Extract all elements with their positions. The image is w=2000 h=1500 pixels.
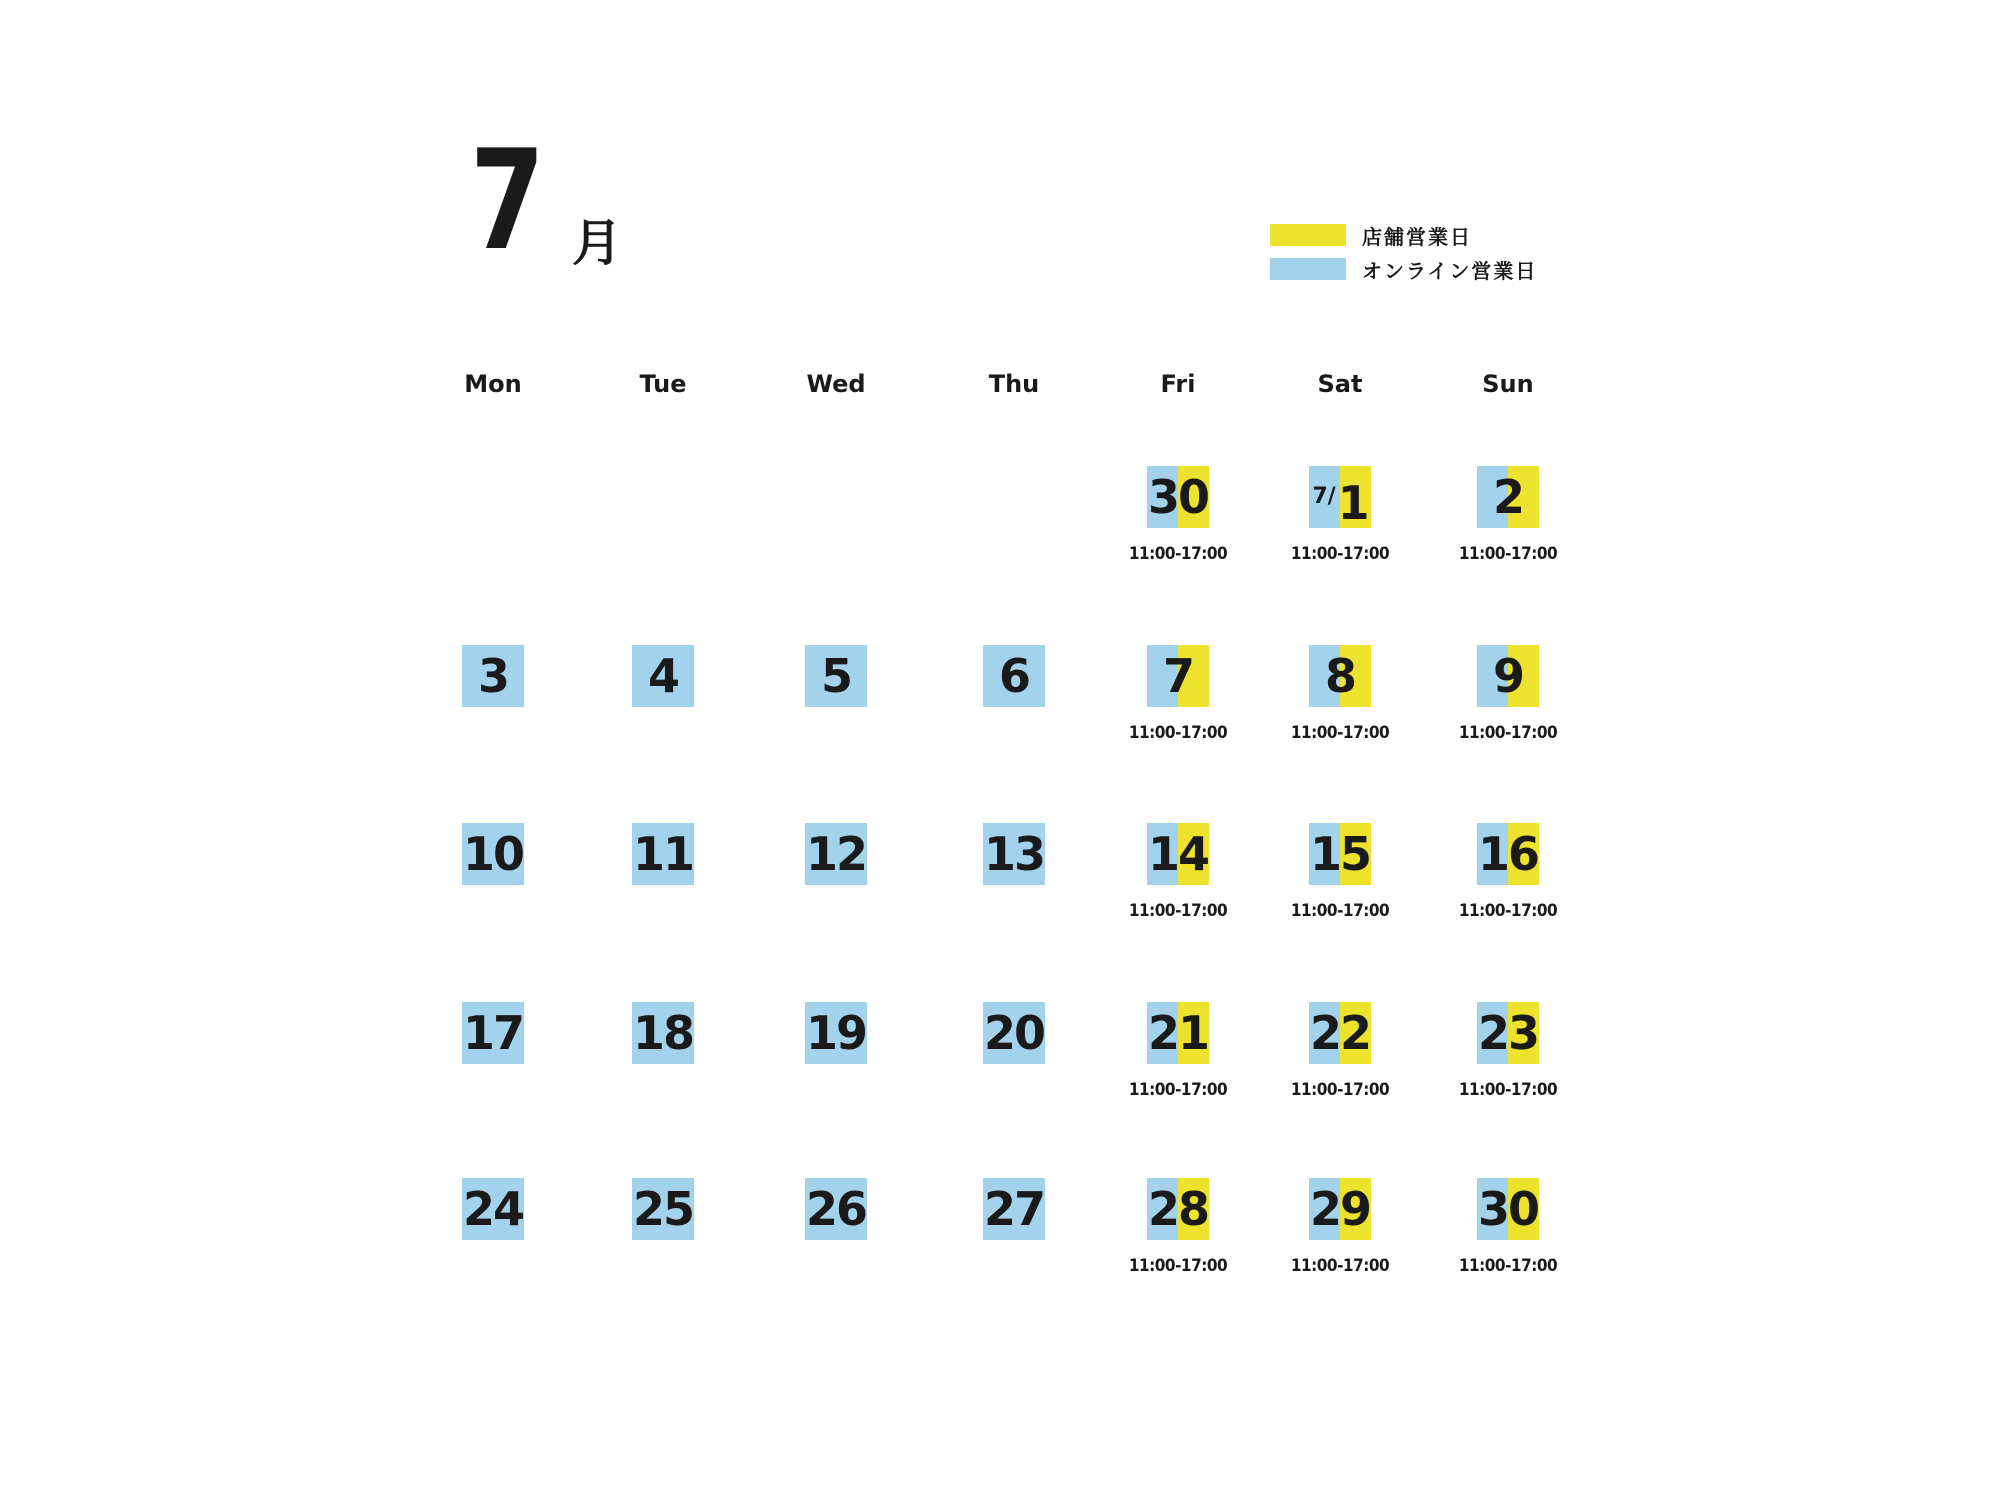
day-number: [442, 823, 544, 885]
business-hours: 11:00-17:00: [1290, 723, 1390, 743]
day-marker: [1477, 466, 1539, 528]
calendar-title: [470, 120, 622, 281]
day-number-text: 5: [820, 649, 851, 703]
day-marker: [462, 1002, 524, 1064]
business-hours: 11:00-17:00: [1458, 1256, 1558, 1276]
day-number-text: 26: [805, 1182, 866, 1236]
day-number: [963, 1178, 1065, 1240]
day-number: [1127, 1002, 1229, 1064]
day-number: [1457, 645, 1559, 707]
day-marker: [983, 823, 1045, 885]
day-number: [442, 1178, 544, 1240]
month-prefix: 7/: [1312, 484, 1336, 509]
day-marker: [805, 645, 867, 707]
day-marker: [1309, 823, 1371, 885]
day-number: [612, 823, 714, 885]
day-number: [785, 645, 887, 707]
day-number-text: 16: [1477, 827, 1538, 881]
day-number: [1457, 466, 1559, 528]
business-hours: 11:00-17:00: [1458, 901, 1558, 921]
day-number: [785, 1002, 887, 1064]
day-marker: [462, 645, 524, 707]
legend-item-store: [1270, 218, 1537, 252]
business-hours: 11:00-17:00: [1458, 723, 1558, 743]
day-number-text: 29: [1309, 1182, 1370, 1236]
calendar-day: [563, 645, 763, 785]
day-marker: [983, 1002, 1045, 1064]
legend-label-online: オンライン営業日: [1362, 258, 1538, 283]
legend-swatch-online: [1270, 258, 1346, 280]
day-number: [612, 1002, 714, 1064]
calendar-day: [1408, 823, 1608, 963]
day-number: [1289, 1002, 1391, 1064]
day-number: [963, 645, 1065, 707]
day-number: [1457, 823, 1559, 885]
business-hours: 11:00-17:00: [1290, 1256, 1390, 1276]
calendar-day: [736, 645, 936, 785]
day-marker: [1309, 1178, 1371, 1240]
day-marker: [805, 1178, 867, 1240]
business-hours: 11:00-17:00: [1458, 544, 1558, 564]
business-hours: 11:00-17:00: [1128, 723, 1228, 743]
day-number-text: 14: [1147, 827, 1208, 881]
day-marker: [805, 823, 867, 885]
day-number: [785, 1178, 887, 1240]
day-marker: [1309, 1002, 1371, 1064]
day-number-text: 10: [462, 827, 523, 881]
day-marker: [632, 645, 694, 707]
business-hours: 11:00-17:00: [1128, 1256, 1228, 1276]
day-number: [1457, 1178, 1559, 1240]
day-number: [612, 1178, 714, 1240]
day-number-text: 9: [1492, 649, 1523, 703]
weekday-sun: Sun: [1482, 370, 1534, 398]
calendar-day: [1408, 1002, 1608, 1142]
day-number: [963, 823, 1065, 885]
weekday-mon: Mon: [464, 370, 522, 398]
weekday-tue: Tue: [639, 370, 687, 398]
day-marker: [1309, 466, 1371, 528]
day-number-text: 21: [1147, 1006, 1208, 1060]
day-number-text: 15: [1309, 827, 1370, 881]
day-number-text: 12: [805, 827, 866, 881]
day-marker: [462, 823, 524, 885]
day-number: [1127, 466, 1229, 528]
day-number: [1289, 466, 1391, 528]
calendar-day: [736, 1178, 936, 1318]
weekday-thu: Thu: [988, 370, 1040, 398]
day-marker: [632, 1002, 694, 1064]
day-number-text: 25: [632, 1182, 693, 1236]
weekday-fri: Fri: [1160, 370, 1196, 398]
business-hours: 11:00-17:00: [1290, 901, 1390, 921]
day-marker: [1309, 645, 1371, 707]
day-number: [1127, 645, 1229, 707]
calendar-day: [736, 823, 936, 963]
month-number: 7: [470, 120, 545, 281]
day-number-text: 23: [1477, 1006, 1538, 1060]
business-hours: 11:00-17:00: [1128, 1080, 1228, 1100]
day-number-text: 13: [983, 827, 1044, 881]
calendar-day: [1408, 466, 1608, 606]
day-number-text: 8: [1324, 649, 1355, 703]
day-marker: [1147, 466, 1209, 528]
day-number-text: 18: [632, 1006, 693, 1060]
day-number-text: 27: [983, 1182, 1044, 1236]
day-marker: [632, 823, 694, 885]
day-number-text: 7: [1162, 649, 1193, 703]
day-number-text: 3: [477, 649, 508, 703]
day-number: [1457, 1002, 1559, 1064]
day-number: [1289, 1178, 1391, 1240]
day-marker: [1147, 1178, 1209, 1240]
day-marker: [632, 1178, 694, 1240]
weekday-sat: Sat: [1317, 370, 1363, 398]
calendar-day: [736, 1002, 936, 1142]
day-number: [442, 645, 544, 707]
business-hours: 11:00-17:00: [1128, 544, 1228, 564]
calendar-day: [1408, 645, 1608, 785]
day-marker: [1147, 1002, 1209, 1064]
day-number: [785, 823, 887, 885]
day-number-text: 1: [1337, 476, 1368, 530]
legend-swatch-store: [1270, 224, 1346, 246]
day-number-text: 22: [1309, 1006, 1370, 1060]
day-marker: [1147, 823, 1209, 885]
day-marker: [1477, 1178, 1539, 1240]
day-number: [1289, 645, 1391, 707]
day-marker: [462, 1178, 524, 1240]
day-number-text: 11: [632, 827, 693, 881]
day-number: [612, 645, 714, 707]
legend: [1270, 218, 1537, 286]
day-number: [963, 1002, 1065, 1064]
day-number: [1127, 823, 1229, 885]
calendar-day: [563, 1178, 763, 1318]
day-marker: [1477, 1002, 1539, 1064]
month-unit: 月: [572, 214, 622, 272]
day-number-text: 4: [647, 649, 678, 703]
business-hours: 11:00-17:00: [1290, 544, 1390, 564]
day-number-text: 24: [462, 1182, 523, 1236]
day-marker: [805, 1002, 867, 1064]
calendar-day: [563, 823, 763, 963]
day-number-text: 19: [805, 1006, 866, 1060]
weekday-wed: Wed: [806, 370, 866, 398]
day-marker: [1477, 645, 1539, 707]
day-number: [1127, 1178, 1229, 1240]
day-number-text: 17: [462, 1006, 523, 1060]
day-marker: [983, 1178, 1045, 1240]
day-number-text: 2: [1492, 470, 1523, 524]
day-number-text: 30: [1147, 470, 1208, 524]
day-number: [442, 1002, 544, 1064]
day-number: [1289, 823, 1391, 885]
day-number-text: 30: [1477, 1182, 1538, 1236]
day-number-text: 28: [1147, 1182, 1208, 1236]
calendar-day: [563, 1002, 763, 1142]
day-number-text: 20: [983, 1006, 1044, 1060]
day-number-text: 6: [998, 649, 1029, 703]
calendar-day: [1408, 1178, 1608, 1318]
day-marker: [1477, 823, 1539, 885]
day-marker: [983, 645, 1045, 707]
legend-label-store: 店舗営業日: [1362, 224, 1472, 249]
business-hours: 11:00-17:00: [1458, 1080, 1558, 1100]
day-marker: [1147, 645, 1209, 707]
legend-item-online: [1270, 252, 1537, 286]
business-hours: 11:00-17:00: [1290, 1080, 1390, 1100]
business-hours: 11:00-17:00: [1128, 901, 1228, 921]
